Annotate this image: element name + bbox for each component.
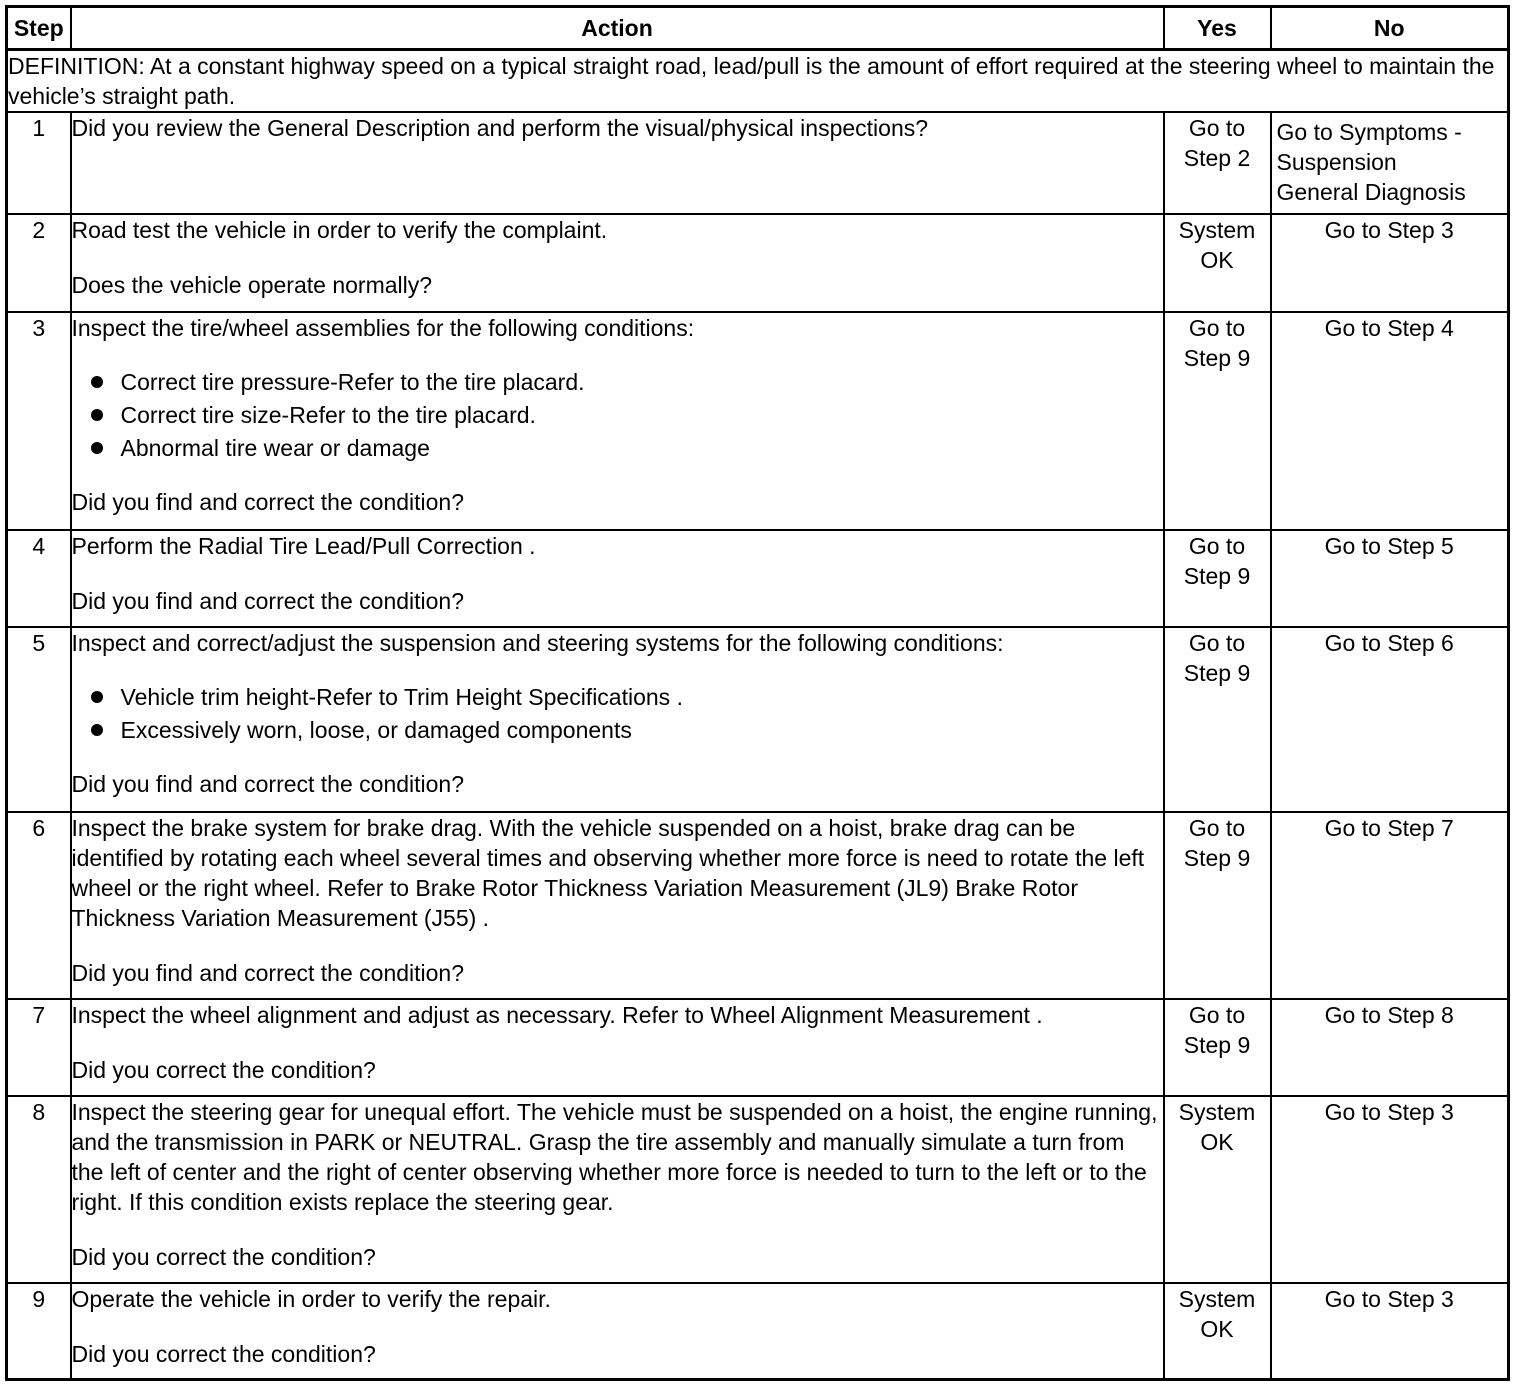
list-item: Abnormal tire wear or damage: [89, 432, 1163, 465]
step-number: 3: [7, 312, 71, 530]
action-text: Operate the vehicle in order to verify the repair.: [71, 1286, 551, 1312]
definition-text: DEFINITION: At a constant highway speed on a typical straight road, lead/pull is the amount of effort required at the steering wheel to maintain the vehicle’s straight path.: [7, 50, 1509, 113]
yes-result: Go to Step 2: [1164, 112, 1271, 214]
action-cell: [71, 312, 1164, 530]
table-row: [7, 812, 1509, 999]
question-text: Did you find and correct the condition?: [71, 960, 465, 986]
action-text: Perform the Radial Tire Lead/Pull Correction .: [71, 533, 536, 559]
action-cell: [71, 112, 1164, 214]
step-number: 8: [7, 1096, 71, 1283]
action-cell: [71, 1096, 1164, 1283]
header-row: [7, 7, 1509, 50]
bullet-icon: [91, 724, 103, 736]
step-number: 7: [7, 999, 71, 1096]
definition-row: [7, 50, 1509, 113]
table-row: [7, 530, 1509, 627]
action-cell: [71, 999, 1164, 1096]
header-yes: Yes: [1164, 7, 1271, 50]
list-item: Excessively worn, loose, or damaged components: [89, 714, 1163, 747]
table-row: [7, 312, 1509, 530]
no-result: Go to Step 3: [1271, 214, 1509, 312]
no-result: Go to Symptoms - Suspension General Diagnosis: [1271, 112, 1509, 214]
step-number: 1: [7, 112, 71, 214]
step-number: 6: [7, 812, 71, 999]
action-cell: [71, 812, 1164, 999]
diagnostic-table: [5, 5, 1510, 1381]
no-result: Go to Step 4: [1271, 312, 1509, 530]
bullet-icon: [91, 691, 103, 703]
table-row: [7, 214, 1509, 312]
question-text: Did you find and correct the condition?: [71, 771, 465, 797]
question-text: Did you correct the condition?: [71, 1341, 376, 1367]
action-text: Inspect the brake system for brake drag. With the vehicle suspended on a hoist, brake drag can be identified by rotating each wheel several times and observing whether more force is need to rotate the left wheel or the right wheel. Refer to Brake Rotor Thickness Variation Measurement (JL9) Brake Rotor Thickness Variation Measurement (J55) .: [71, 815, 1145, 931]
header-action: Action: [71, 7, 1164, 50]
no-result: Go to Step 3: [1271, 1096, 1509, 1283]
list-item: Correct tire pressure-Refer to the tire placard.: [89, 366, 1163, 399]
step-number: 9: [7, 1283, 71, 1379]
table-row: [7, 112, 1509, 214]
bullet-icon: [91, 376, 103, 388]
yes-result: Go to Step 9: [1164, 999, 1271, 1096]
no-result: Go to Step 8: [1271, 999, 1509, 1096]
step-number: 5: [7, 627, 71, 812]
yes-result: Go to Step 9: [1164, 530, 1271, 627]
header-no: No: [1271, 7, 1509, 50]
list-item: Correct tire size-Refer to the tire placard.: [89, 399, 1163, 432]
action-text: Inspect and correct/adjust the suspension and steering systems for the following conditions:: [71, 630, 1004, 656]
question-text: Did you correct the condition?: [71, 1057, 376, 1083]
yes-result: Go to Step 9: [1164, 312, 1271, 530]
no-result: Go to Step 6: [1271, 627, 1509, 812]
table-row: [7, 627, 1509, 812]
yes-result: System OK: [1164, 214, 1271, 312]
header-step: Step: [7, 7, 71, 50]
yes-result: Go to Step 9: [1164, 812, 1271, 999]
no-result: Go to Step 3: [1271, 1283, 1509, 1379]
action-cell: [71, 627, 1164, 812]
no-result: Go to Step 7: [1271, 812, 1509, 999]
action-text: Road test the vehicle in order to verify the complaint.: [71, 217, 608, 243]
question-text: Does the vehicle operate normally?: [71, 272, 433, 298]
table-row: [7, 1096, 1509, 1283]
action-cell: [71, 1283, 1164, 1379]
diagnostic-page: [5, 5, 1507, 1381]
step-number: 4: [7, 530, 71, 627]
action-text: Did you review the General Description and perform the visual/physical inspections?: [71, 115, 929, 141]
question-text: Did you find and correct the condition?: [71, 588, 465, 614]
no-result: Go to Step 5: [1271, 530, 1509, 627]
list-item: Vehicle trim height-Refer to Trim Height Specifications .: [89, 681, 1163, 714]
yes-result: Go to Step 9: [1164, 627, 1271, 812]
question-text: Did you correct the condition?: [71, 1244, 376, 1270]
table-row: [7, 999, 1509, 1096]
question-text: Did you find and correct the condition?: [71, 489, 465, 515]
condition-list: [72, 681, 1163, 747]
yes-result: System OK: [1164, 1283, 1271, 1379]
condition-list: [72, 366, 1163, 465]
bullet-icon: [91, 409, 103, 421]
step-number: 2: [7, 214, 71, 312]
action-text: Inspect the tire/wheel assemblies for the following conditions:: [71, 315, 695, 341]
yes-result: System OK: [1164, 1096, 1271, 1283]
table-row: [7, 1283, 1509, 1379]
action-cell: [71, 214, 1164, 312]
action-text: Inspect the steering gear for unequal effort. The vehicle must be suspended on a hoist, the engine running, and the transmission in PARK or NEUTRAL. Grasp the tire assembly and manually simulate a turn from the left of center and the right of center observing whether more force is needed to turn to the left or to the right. If this condition exists replace the steering gear.: [71, 1099, 1158, 1215]
action-cell: [71, 530, 1164, 627]
bullet-icon: [91, 442, 103, 454]
action-text: Inspect the wheel alignment and adjust as necessary. Refer to Wheel Alignment Measurement .: [71, 1002, 1043, 1028]
